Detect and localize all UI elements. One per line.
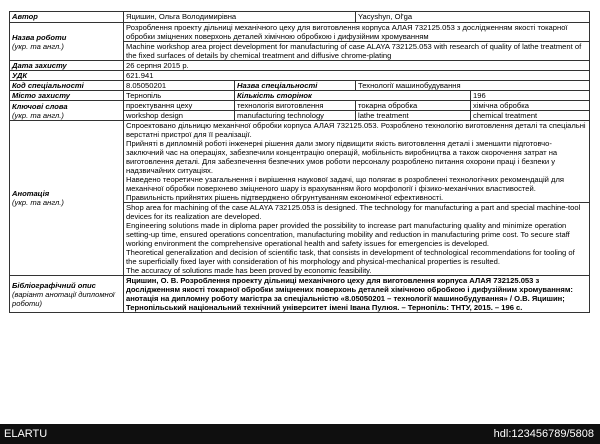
annotation-en-paragraph: Engineering solutions made in diploma paper provided the possibility to increase part manufacturing quality and minimize operation setting-up time, ensured operations concentration, manufacturing mobility and reduction in manufacturing prime cost. To secure staff working environment the comprehensive operational health and safety issues for emergencies is developed. [126, 221, 570, 248]
author-label: Автор [10, 12, 124, 23]
author-value-en: Yacyshyn, Ol'ga [356, 12, 590, 23]
keyword-ua-4: хімічна обробка [471, 101, 590, 111]
keyword-en-3: lathe treatment [356, 111, 471, 121]
spec-code-label: Код спеціальності [10, 81, 124, 91]
date-row [10, 61, 590, 71]
place-row [10, 91, 590, 101]
date-label: Дата захисту [10, 61, 124, 71]
keyword-en-1: workshop design [124, 111, 235, 121]
thesis-card-table [9, 11, 590, 313]
pages-label: Кількість сторінок [235, 91, 471, 101]
keywords-label-cell [10, 101, 124, 121]
specialty-row [10, 81, 590, 91]
handle-identifier: hdl:123456789/5808 [493, 428, 594, 440]
annotation-label-sub: (укр. та англ.) [12, 198, 64, 207]
spec-name-value: Технології машинобудування [356, 81, 590, 91]
title-value-ua: Розроблення проекту дільниці механічного цеху для виготовлення корпуса АЛАЯ 732125.053 з дослідженням якості токарної обробки зміцнених поверхонь деталей хімічною обробкою і дифузійним хромуванням [124, 23, 589, 42]
title-label: Назва роботи [12, 32, 67, 42]
title-value-en: Machine workshop area project development for manufacturing of case ALAYA 732125.053 with research of quality of lathe treatment of the fixed surfaces of details by chemical treatment and diffusive chrome-plating [126, 42, 582, 60]
keyword-ua-2: технологія виготовлення [235, 101, 356, 111]
pages-value: 196 [471, 91, 590, 101]
udk-value: 621.941 [124, 71, 590, 81]
keywords-label: Ключові слова [12, 101, 68, 111]
title-value-cell [124, 23, 590, 61]
annotation-en-paragraph: The accuracy of solutions made has been proved by economic feasibility. [126, 266, 372, 275]
place-value: Тернопіль [124, 91, 235, 101]
spec-name-label: Назва спеціальності [235, 81, 356, 91]
annotation-ua-paragraph: Наведено теоретичне узагальнення і вирішення наукової задачі, що полягає в розробленні технологічних рекомендацій для механічної обробки поверхнево зміцненого шару із врахуванням його морфології і фізико-механічних властивостей. [126, 175, 565, 193]
biblio-label: Бібліографічний опис [12, 280, 96, 290]
title-label-cell [10, 23, 124, 61]
keyword-ua-1: проектування цеху [124, 101, 235, 111]
keywords-ua-row [10, 101, 590, 111]
keyword-en-2: manufacturing technology [235, 111, 356, 121]
annotation-ua [124, 121, 589, 203]
biblio-label-cell [10, 276, 124, 313]
keywords-label-sub: (укр. та англ.) [12, 110, 64, 120]
biblio-value: Яцишин, О. В. Розроблення проекту дільниці механічного цеху для виготовлення корпуса АЛАЯ 732125.053 з дослідженням якості токарної обробки зміцнених поверхонь деталей хімічною обробкою і дифузійним хромуванням: анотація на дипломну роботу магістра за спеціальністю «8.05050201 – технології машинобудування» / О.В. Яцишин; Тернопільський національний технічний університет імені Івана Пулюя. – Тернопіль: ТНТУ, 2015. – 196 с. [124, 276, 590, 313]
annotation-label-cell [10, 121, 124, 276]
keyword-en-4: chemical treatment [471, 111, 590, 121]
annotation-ua-paragraph: Спроектовано дільницю механічної обробки корпуса АЛАЯ 732125.053. Розроблено технологію виготовлення деталі та спеціальні верстатні пристрої для її реалізації. [126, 121, 586, 139]
annotation-en-paragraph: Theoretical generalization and decision of scientific task, that consists in development of technological recommendations for tooling of the superficially fixed layer with consideration of his morphology and physical-mechanical properties is resulted. [126, 248, 575, 266]
annotation-value-cell [124, 121, 590, 276]
date-value: 26 серпня 2015 р. [124, 61, 590, 71]
place-label: Місто захисту [10, 91, 124, 101]
repository-footer-bar [0, 424, 600, 444]
udk-label: УДК [10, 71, 124, 81]
biblio-row [10, 276, 590, 313]
annotation-en [124, 203, 589, 275]
annotation-label: Анотація [12, 189, 50, 198]
udk-row [10, 71, 590, 81]
spec-code-value: 8.05050201 [124, 81, 235, 91]
annotation-row [10, 121, 590, 276]
author-row [10, 12, 590, 23]
title-row [10, 23, 590, 61]
title-label-sub: (укр. та англ.) [12, 41, 64, 51]
keyword-ua-3: токарна обробка [356, 101, 471, 111]
annotation-ua-paragraph: Прийняті в дипломній роботі інженерні рішення дали змогу підвищити якість виготовлення деталі і зменшити підготовчо-заключний час на операціях, забезпечили концентрацію операцій, мобільність виробництва а також скорочення затрат на виготовлення деталі. Для забезпечення безпечних умов роботи персоналу розроблено питання охорони праці і безпеки у надзвичайних ситуаціях. [126, 139, 558, 175]
annotation-ua-paragraph: Правильність прийнятих рішень підтверджено обгрунтуванням економічної ефективності. [126, 193, 444, 202]
author-value-ua: Яцишин, Ольга Володимирівна [124, 12, 356, 23]
repository-name: ELARTU [4, 428, 48, 440]
annotation-en-paragraph: Shop area for machining of the case ALAYA 732125.053 is designed. The technology for manufacturing a part and special machine-tool devices for its realization are developed. [126, 203, 581, 221]
biblio-label-sub: (варіант анотації дипломної роботи) [12, 289, 115, 308]
